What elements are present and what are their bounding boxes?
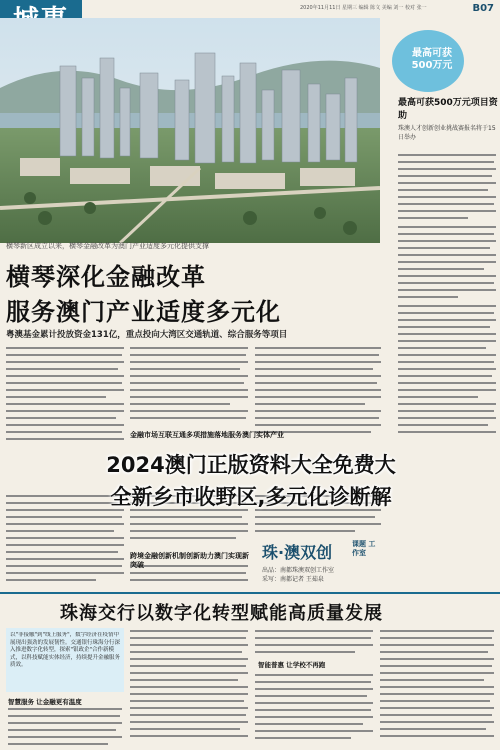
main-subhead: 粤澳基金累计投放资金131亿，重点投向大湾区交通轨道、综合服务等项目 [6,330,288,340]
bottom-column-1 [8,706,124,746]
bottom-col-4-lines [380,628,496,746]
sidebar-body-text [398,152,498,442]
overlay-line-2: 全新乡市收野区,多元化诊断解 [110,485,392,509]
sidebar-headline: 最高可获500万元项目资助 [398,98,498,121]
sidebar-text-lines [398,152,498,442]
city-skyline-illustration [0,18,380,243]
bottom-column-4 [380,628,496,746]
column-box-title-2: 跨境金融创新机制创新助力澳门实现新突破 [130,552,249,569]
bottom-col-3-lines [255,628,375,656]
bottom-column-2 [130,628,250,746]
dateline: 2020年11月11日 星期三 编辑 陈文 美编 刘一 校对 张一 [300,5,427,11]
bottom-col-1-lines [8,706,124,746]
program-logo-sub: 课题 工作室 [352,540,376,557]
credits-line-2: 采写：南都记者 王茹泉 [262,576,324,583]
bottom-column-3b [255,672,375,746]
page-number: B07 [472,3,494,14]
section-divider [0,592,500,594]
overlay-headline [20,449,482,513]
bottom-subhead-1: 智慧服务 让金融更有温度 [8,698,82,706]
credits-line-1: 出品：南都珠澳双创工作室 [262,567,335,574]
bottom-headline: 珠海交行以数字化转型赋能高质量发展 [60,603,383,624]
aerial-city-photo [0,18,380,243]
program-logo: 珠·澳双创 [262,543,333,562]
bubble-text: 最高可获500万元 [411,48,453,71]
main-headline-line1: 横琴深化金融改革 [6,263,206,291]
bottom-col-2-lines [130,628,250,746]
column-box-title: 金融市场互联互通多项措施落地服务澳门实体产业 [130,431,284,439]
bottom-column-3 [255,628,375,656]
photo-caption: 横琴新区成立以来，横琴金融改革为澳门产业适度多元化提供支撑 [6,242,209,250]
bottom-subhead-2: 智能普惠 让学校不再跑 [258,661,326,669]
main-headline-line2: 服务澳门产业适度多元化 [6,298,281,326]
sidebar-subhead: 珠澳人才创新创业挑战赛报名将于15日举办 [398,125,496,141]
bottom-intro-text: 以"非接触"到"线上服务"，数字经济在疫情中展现出强劲的发展韧性。交通银行珠海分行深入推进数字化转型，探索"银政企"合作新模式，以科技赋能实体经济，持续提升金融服务质效。 [10,632,121,668]
bottom-col-3b-lines [255,672,375,746]
overlay-line-1: 2024澳门正版资料大全免费大 [106,453,396,477]
program-credits [262,566,334,584]
